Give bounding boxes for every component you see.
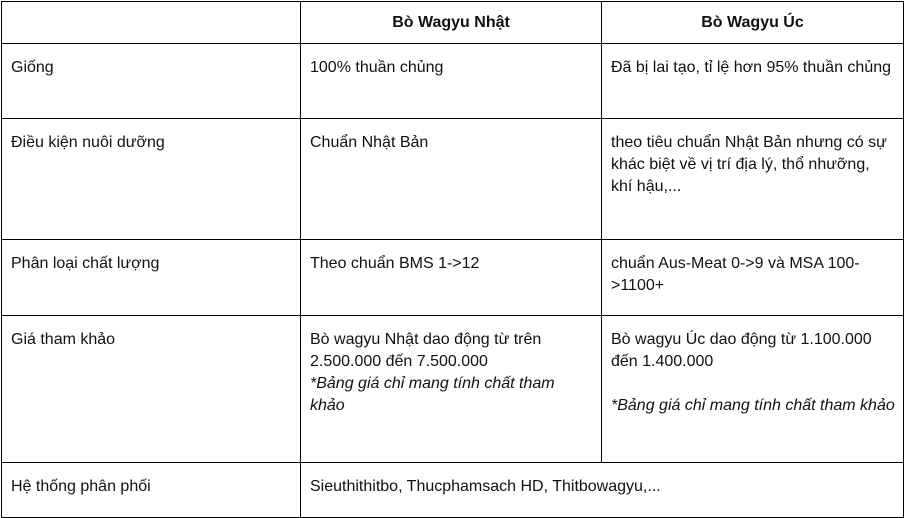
- comparison-table: [1, 1, 904, 518]
- row-label-distribution: Hệ thống phân phối: [2, 463, 301, 518]
- row-label-reference-price: Giá tham khảo: [2, 316, 301, 463]
- price-disclaimer-note: *Bảng giá chỉ mang tính chất tham khảo: [611, 397, 895, 414]
- header-australia-wagyu: Bò Wagyu Úc: [602, 2, 904, 44]
- header-corner-cell: [2, 2, 301, 44]
- table-row: [2, 240, 904, 316]
- cell-australia-raising-conditions: theo tiêu chuẩn Nhật Bản nhưng có sự khác biệt về vị trí địa lý, thổ nhưỡng, khí hậu,...: [602, 119, 904, 240]
- price-disclaimer-note: *Bảng giá chỉ mang tính chất tham khảo: [310, 375, 555, 414]
- table-row: [2, 316, 904, 463]
- table-row: [2, 119, 904, 240]
- table-row: [2, 463, 904, 518]
- table-header-row: [2, 2, 904, 44]
- cell-australia-reference-price: [602, 316, 904, 463]
- cell-japan-breed: 100% thuần chủng: [301, 44, 602, 119]
- table-row: [2, 44, 904, 119]
- row-label-raising-conditions: Điều kiện nuôi dưỡng: [2, 119, 301, 240]
- cell-japan-raising-conditions: Chuẩn Nhật Bản: [301, 119, 602, 240]
- header-japan-wagyu: Bò Wagyu Nhật: [301, 2, 602, 44]
- cell-japan-quality-grading: Theo chuẩn BMS 1->12: [301, 240, 602, 316]
- cell-australia-quality-grading: chuẩn Aus-Meat 0->9 và MSA 100->1100+: [602, 240, 904, 316]
- cell-australia-breed: Đã bị lai tạo, tỉ lệ hơn 95% thuần chủng: [602, 44, 904, 119]
- cell-japan-reference-price: [301, 316, 602, 463]
- row-label-breed: Giống: [2, 44, 301, 119]
- price-range-text: Bò wagyu Nhật dao động từ trên 2.500.000 đến 7.500.000: [310, 331, 542, 370]
- cell-distribution-shared: Sieuthithitbo, Thucphamsach HD, Thitbowagyu,...: [301, 463, 904, 518]
- row-label-quality-grading: Phân loại chất lượng: [2, 240, 301, 316]
- price-range-text: Bò wagyu Úc dao động từ 1.100.000 đến 1.400.000: [611, 331, 872, 370]
